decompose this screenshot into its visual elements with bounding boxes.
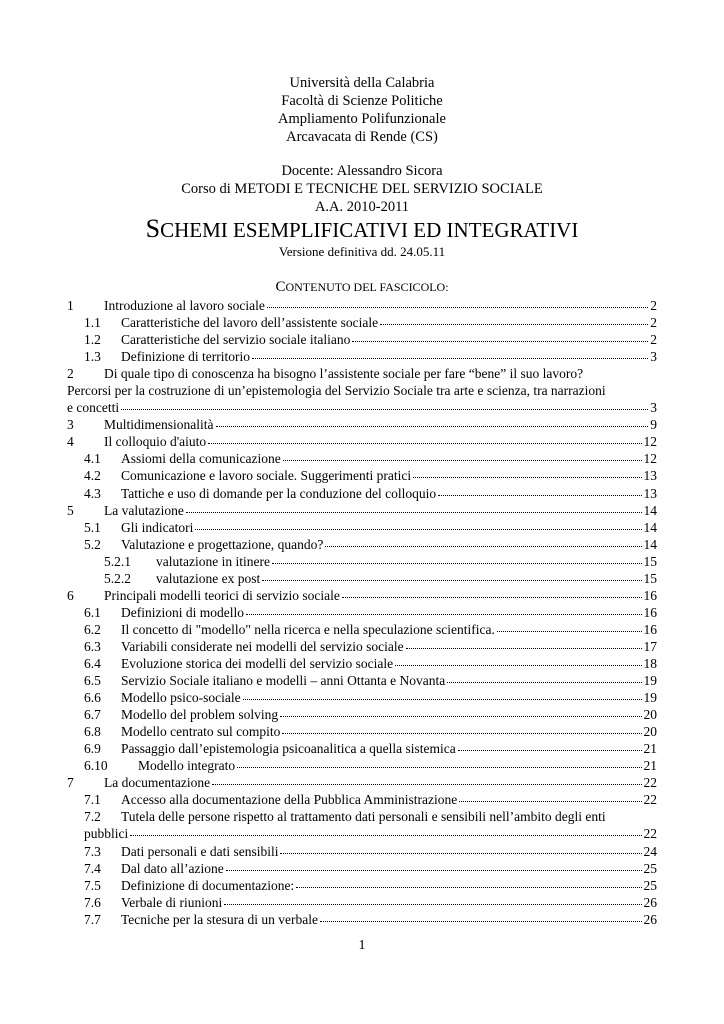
title-initial: S bbox=[145, 214, 161, 243]
table-of-contents bbox=[67, 297, 657, 928]
toc-heading bbox=[0, 277, 724, 297]
building-name: Ampliamento Polifunzionale bbox=[278, 111, 446, 127]
toc-entry[interactable]: 6.7 Modello del problem solving 20 bbox=[84, 707, 657, 723]
teacher: Docente: Alessandro Sicora bbox=[281, 163, 443, 179]
toc-entry[interactable]: 6.8 Modello centrato sul compito 20 bbox=[84, 724, 657, 740]
version-note: Versione definitiva dd. 24.05.11 bbox=[278, 244, 446, 259]
toc-entry[interactable]: 4.2 Comunicazione e lavoro sociale. Suggerimenti pratici 13 bbox=[84, 468, 657, 484]
document-header bbox=[0, 74, 724, 216]
toc-entry[interactable]: 6.2 Il concetto di "modello" nella ricerca e nella speculazione scientifica. 16 bbox=[84, 621, 657, 637]
page-number: 1 bbox=[358, 938, 366, 953]
toc-entry[interactable]: 6.1 Definizioni di modello 16 bbox=[84, 604, 657, 620]
university-name: Università della Calabria bbox=[289, 75, 435, 91]
toc-entry[interactable]: 5.2 Valutazione e progettazione, quando? 14 bbox=[84, 536, 657, 552]
academic-year: A.A. 2010-2011 bbox=[314, 199, 410, 215]
document-title bbox=[0, 214, 724, 245]
toc-entry[interactable]: 1.2 Caratteristiche del servizio sociale italiano 2 bbox=[84, 332, 657, 348]
toc-entry[interactable]: 6.4 Evoluzione storica dei modelli del servizio sociale 18 bbox=[84, 655, 657, 671]
toc-entry[interactable]: 4.1 Assiomi della comunicazione 12 bbox=[84, 451, 657, 467]
toc-entry[interactable]: 7.3 Dati personali e dati sensibili 24 bbox=[84, 843, 657, 859]
toc-entry[interactable]: 1 Introduzione al lavoro sociale 2 bbox=[67, 298, 657, 313]
toc-entry[interactable]: 5 La valutazione 14 bbox=[67, 502, 657, 518]
toc-entry[interactable]: 5.1 Gli indicatori 14 bbox=[84, 519, 657, 535]
toc-entry-multiline[interactable]: 2 Di quale tipo di conoscenza ha bisogno l’assistente sociale per fare “bene” il suo lavoro? Percorsi per la costruzione di un’epistemologia del Servizio Sociale tra arte e scienza, tra narrazioni e concetti 3 bbox=[67, 366, 657, 416]
toc-heading-initial: C bbox=[275, 279, 286, 295]
location: Arcavacata di Rende (CS) bbox=[286, 129, 438, 145]
toc-entry[interactable]: 7.5 Definizione di documentazione: 25 bbox=[84, 877, 657, 893]
toc-entry[interactable]: 7.6 Verbale di riunioni 26 bbox=[84, 894, 657, 910]
toc-entry[interactable]: 1.1 Caratteristiche del lavoro dell’assistente sociale 2 bbox=[84, 315, 657, 331]
toc-entry[interactable]: 6.5 Servizio Sociale italiano e modelli – anni Ottanta e Novanta 19 bbox=[84, 673, 657, 689]
toc-entry-multiline[interactable]: 7.2 Tutela delle persone rispetto al trattamento dati personali e sensibili nell’ambito degli enti pubblici 22 bbox=[84, 809, 657, 842]
toc-entry[interactable]: 6.10 Modello integrato 21 bbox=[84, 758, 657, 774]
toc-heading-rest: ONTENUTO DEL FASCICOLO: bbox=[285, 280, 449, 294]
toc-entry[interactable]: 6.3 Variabili considerate nei modelli del servizio sociale 17 bbox=[84, 638, 657, 654]
title-rest: CHEMI ESEMPLIFICATIVI ED INTEGRATIVI bbox=[160, 218, 579, 242]
toc-entry[interactable]: 6.9 Passaggio dall’epistemologia psicoanalitica a quella sistemica 21 bbox=[84, 741, 657, 757]
course-name: Corso di METODI E TECNICHE DEL SERVIZIO SOCIALE bbox=[181, 181, 543, 197]
toc-entry[interactable]: 7.4 Dal dato all’azione 25 bbox=[84, 860, 657, 876]
toc-entry[interactable]: 5.2.2 valutazione ex post 15 bbox=[104, 570, 657, 586]
toc-entry[interactable]: 7.1 Accesso alla documentazione della Pubblica Amministrazione 22 bbox=[84, 792, 657, 808]
toc-entry[interactable]: 7 La documentazione 22 bbox=[67, 775, 657, 791]
faculty-name: Facoltà di Scienze Politiche bbox=[281, 93, 443, 109]
toc-entry[interactable]: 5.2.1 valutazione in itinere 15 bbox=[104, 553, 657, 569]
toc-entry[interactable]: 6.6 Modello psico-sociale 19 bbox=[84, 690, 657, 706]
toc-entry[interactable]: 1.3 Definizione di territorio 3 bbox=[84, 349, 657, 365]
toc-entry[interactable]: 3 Multidimensionalità 9 bbox=[67, 417, 657, 433]
toc-entry[interactable]: 6 Principali modelli teorici di servizio sociale 16 bbox=[67, 587, 657, 603]
toc-entry[interactable]: 7.7 Tecniche per la stesura di un verbale 26 bbox=[84, 911, 657, 927]
toc-entry[interactable]: 4.3 Tattiche e uso di domande per la conduzione del colloquio 13 bbox=[84, 485, 657, 501]
toc-entry[interactable]: 4 Il colloquio d'aiuto 12 bbox=[67, 434, 657, 450]
